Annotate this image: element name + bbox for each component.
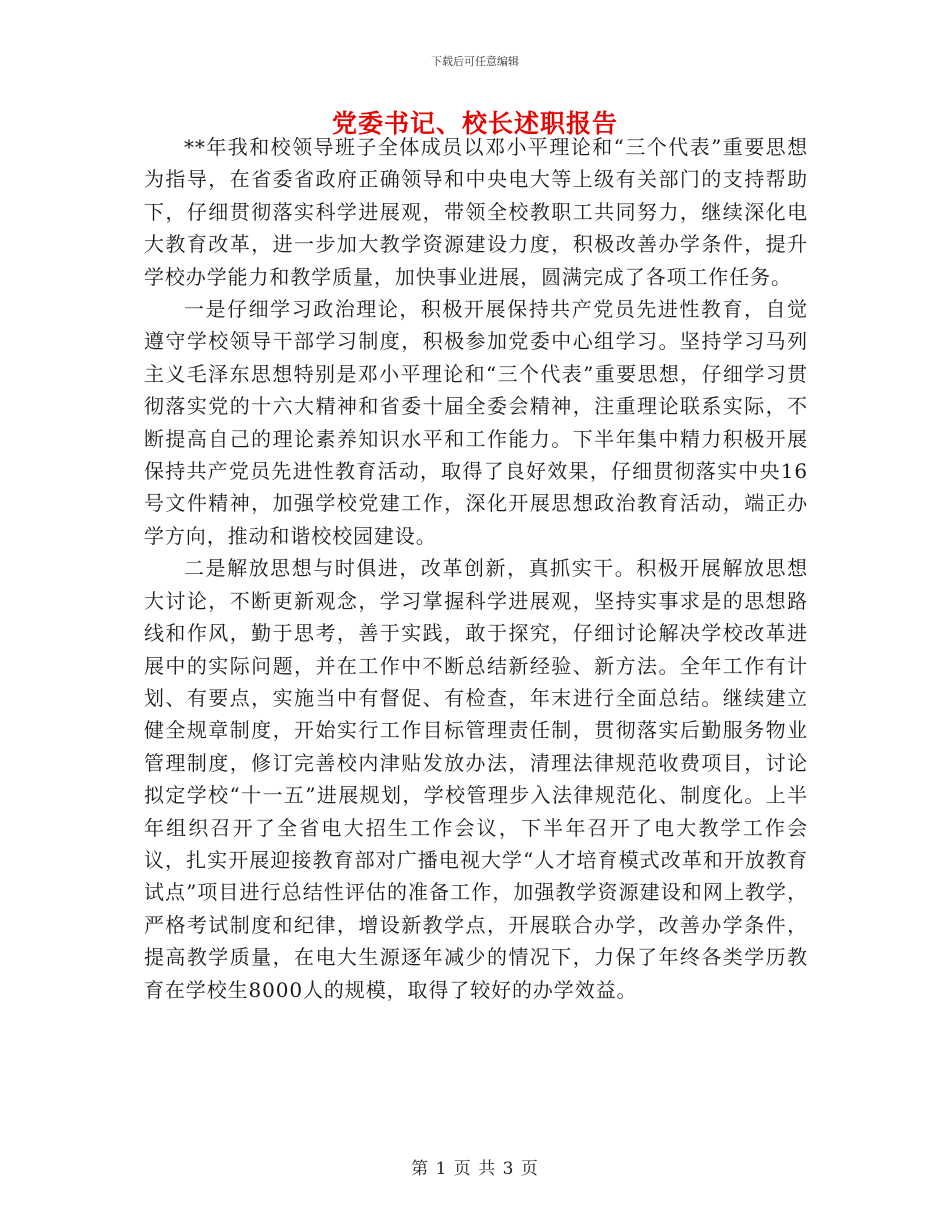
document-body [144,131,808,1006]
document-title: 党委书记、校长述职报告 [331,109,618,138]
page-footer: 第 1 页 共 3 页 [411,1159,539,1179]
paragraph-intro: **年我和校领导班子全体成员以邓小平理论和“三个代表”重要思想为指导，在省委省政府正确领导和中央电大等上级有关部门的支持帮助下，仔细贯彻落实科学进展观，带领全校教职工共同努力，继续深化电大教育改革，进一步加大教学资源建设力度，积极改善办学条件，提升学校办学能力和教学质量，加快事业进展，圆满完成了各项工作任务。 [144,135,808,289]
paragraph-one: 一是仔细学习政治理论，积极开展保持共产党员先进性教育，自觉遵守学校领导干部学习制度，积极参加党委中心组学习。坚持学习马列主义毛泽东思想特别是邓小平理论和“三个代表”重要思想，仔细学习贯彻落实党的十六大精神和省委十届全委会精神，注重理论联系实际，不断提高自己的理论素养知识水平和工作能力。下半年集中精力积极开展保持共产党员先进性教育活动，取得了良好效果，仔细贯彻落实中央16号文件精神，加强学校党建工作，深化开展思想政治教育活动，端正办学方向，推动和谐校校园建设。 [144,297,808,548]
header-note: 下载后可任意编辑 [431,55,519,68]
paragraph-two: 二是解放思想与时俱进，改革创新，真抓实干。积极开展解放思想大讨论，不断更新观念，学习掌握科学进展观，坚持实事求是的思想路线和作风，勤于思考，善于实践，敢于探究，仔细讨论解决学校改革进展中的实际问题，并在工作中不断总结新经验、新方法。全年工作有计划、有要点，实施当中有督促、有检查，年末进行全面总结。继续建立健全规章制度，开始实行工作目标管理责任制，贯彻落实后勤服务物业管理制度，修订完善校内津贴发放办法，清理法律规范收费项目，讨论拟定学校“十一五”进展规划，学校管理步入法律规范化、制度化。上半年组织召开了全省电大招生工作会议，下半年召开了电大教学工作会议，扎实开展迎接教育部对广播电视大学“人才培育模式改革和开放教育试点”项目进行总结性评估的准备工作，加强教学资源建设和网上教学，严格考试制度和纪律，增设新教学点，开展联合办学，改善办学条件，提高教学质量，在电大生源逐年减少的情况下，力保了年终各类学历教育在学校生8000人的规模，取得了较好的办学效益。 [144,556,808,1002]
